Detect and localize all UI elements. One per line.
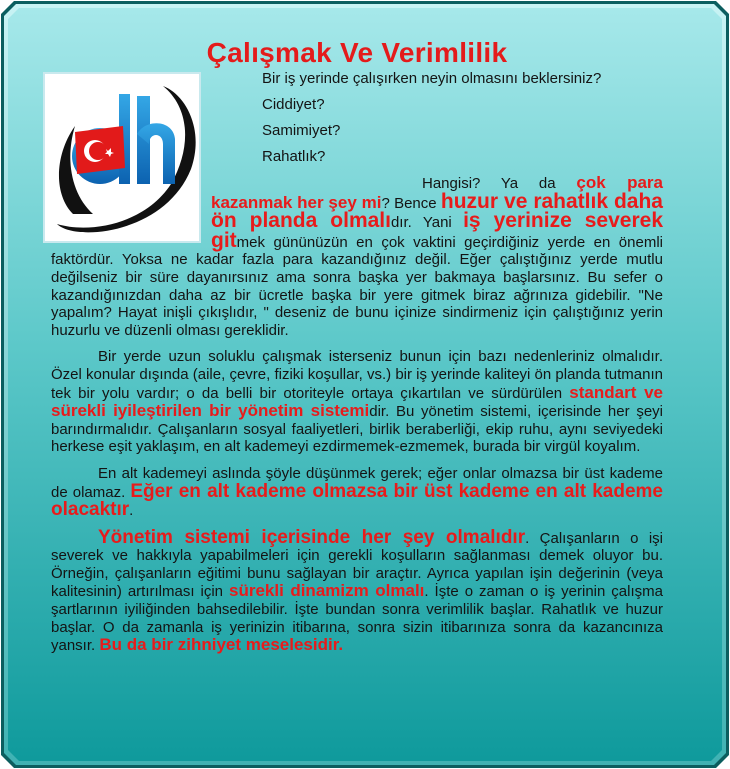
question-item: Bir iş yerinde çalışırken neyin olmasını beklersiniz? (262, 70, 602, 87)
highlight-text: standart ve sürekli iyileştirilen bir yönetim sistemi (51, 382, 663, 421)
turkish-flag-icon (75, 126, 125, 174)
article (51, 36, 663, 664)
question-item: Samimiyet? (262, 122, 341, 139)
paragraph-4: Yönetim sistemi içerisinde her şey olmalıdır. Çalışanların o işi severek ve hakkıyla yapabilmeleri için gerekli koşulların sağlanması demek oluyor bu. Örneğin, çalışanların eğitimi bunu sağlayan bir araçtır. Ayrıca yapılan işin değerinin (veya kalitesinin) artırılması için sürekli dinamizm olmalı. İşte o zaman o iş yerinin çalışma şartlarının iyiliğinden bahsedilebilir. İşte bundan sonra verimlilik başlar. Rahatlık ve huzur başlar. O da zamanla iş yerinizin itibarına, sonra sizin itibarınıza sonra da kazancınıza yansır. Bu da bir zihniyet meselesidir. (51, 526, 663, 655)
highlight-text: iş yerinize severek git (211, 209, 663, 252)
dh-logo-icon (45, 74, 199, 241)
highlight-text: çok para kazanmak her şey mi (211, 173, 663, 212)
question-item: Ciddiyet? (262, 96, 325, 113)
paragraph-1: Hangisi? Ya da çok para kazanmak her şey mi? Bence huzur ve rahatlık daha ön planda olmalıdır. Yani iş yerinize severek gitmek gününüzün en çok vaktini geçirdiğiniz yerde en önemli faktördür. Yoksa ne kadar fazla para kazandığınız değil. Eğer çalıştığınız yerde mutlu değilseniz bir süre dayanırsınız ama sonra başka yer bakmaya başlarsınız. Bu sefer o kazandığınızdan daha az bir ücretle başka bir yere gitmek biraz ağrınıza gidebilir. "Ne yapalım? Hayat inişli çıkışlıdır, " deseniz de bunu içinize sindirmeniz için çalıştığınız yerin huzurlu ve düzenli olması gereklidir. (51, 173, 663, 339)
highlight-text: Bu da bir zihniyet meselesidir. (99, 635, 344, 655)
highlight-text: huzur ve rahatlık daha ön planda olmalı (211, 189, 663, 233)
highlight-text: sürekli dinamizm olmalı (228, 581, 425, 601)
logo-image (43, 72, 201, 243)
page-title: Çalışmak Ve Verimlilik (206, 37, 508, 68)
question-item: Rahatlık? (262, 148, 326, 165)
highlight-text: Eğer en alt kademe olmazsa bir üst kademe en alt kademe olacaktır (51, 480, 664, 521)
highlight-text: Yönetim sistemi içerisinde her şey olmalıdır (98, 526, 526, 548)
paragraph-3: En alt kademeyi aslında şöyle düşünmek gerek; eğer onlar olmazsa bir üst kademe de olamaz. Eğer en alt kademe olmazsa bir üst kademe en alt kademe olacaktır. (51, 464, 664, 521)
paragraph-2: Bir yerde uzun soluklu çalışmak isterseniz bunun için bazı nedenleriniz olmalıdır. Özel konular dışında (aile, çevre, fiziki koşullar, vs.) bir iş yerinde kaliteyi ön planda tutmanın tek bir yolu vardır; o da belli bir otoriteyle ortaya çıkartılan ve sürdürülen standart ve sürekli iyileştirilen bir yönetim sistemidir. Bu yönetim sistemi, içerisinde her şeyi barındırmalıdır. Çalışanların sosyal faaliyetleri, birlik beraberliği, ekip ruhu, aynı seviyedeki herkese eşit yaklaşım, en alt kademeyi ezdirmemek-ezmemek, burada bir virgül koyalım. (51, 348, 663, 456)
